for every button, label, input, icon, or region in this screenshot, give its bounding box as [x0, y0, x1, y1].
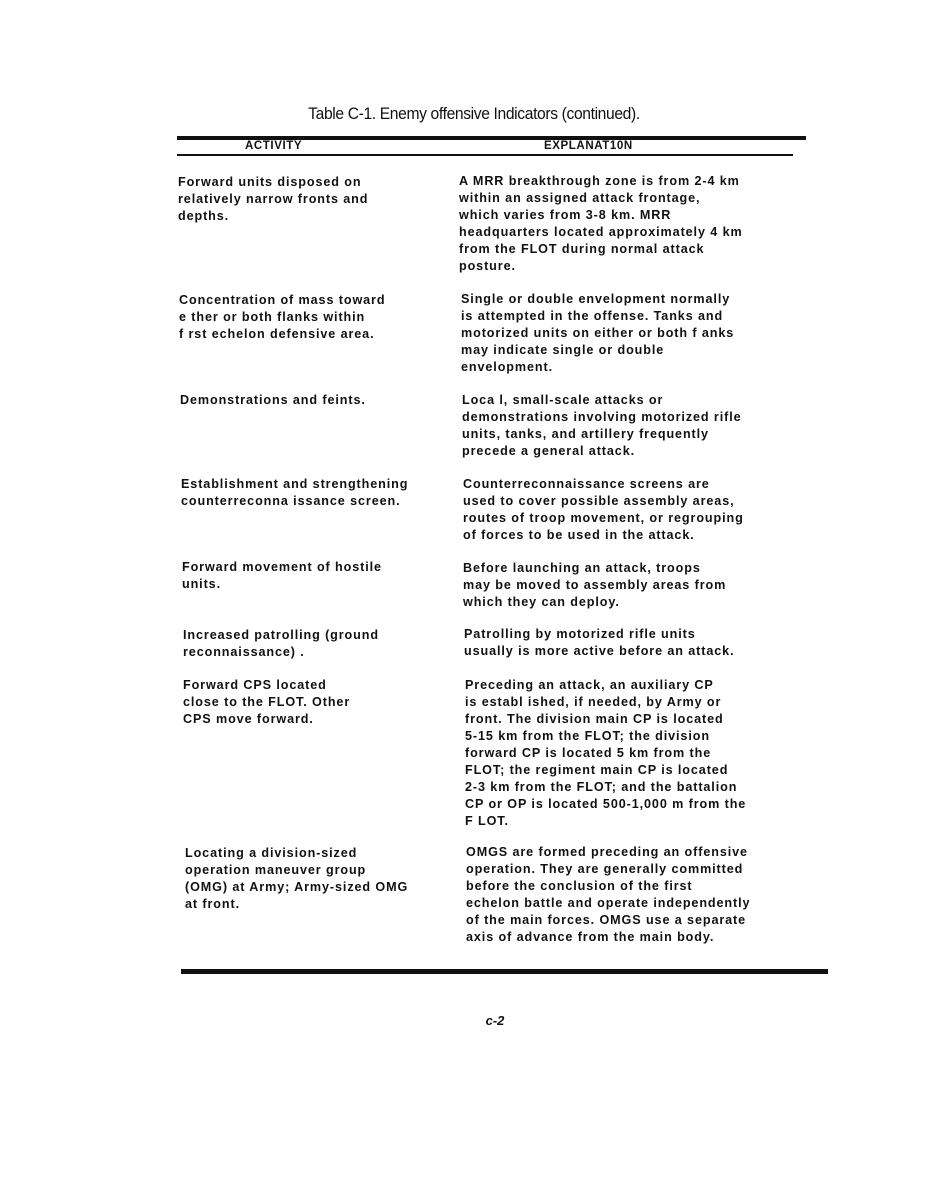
table-title: Table C-1. Enemy offensive Indicators (continued).	[308, 104, 640, 123]
activity-cell: Increased patrolling (ground reconnaissance) .	[183, 628, 379, 659]
explanation-cell: Preceding an attack, an auxiliary CP is establ ished, if needed, by Army or front. The division main CP is located 5-15 km from the FLOT; the division forward CP is located 5 km from the FLOT; the regiment main CP is located 2-3 km from the FLOT; and the battalion CP or OP is located 500-1,000 m from the F LOT.	[465, 678, 747, 828]
activity-cell: Forward units disposed on relatively narrow fronts and depths.	[178, 175, 369, 223]
activity-cell: Forward movement of hostile units.	[182, 560, 382, 591]
column-header-explanation: EXPLANAT10N	[544, 140, 633, 152]
page-number: c-2	[485, 1013, 505, 1028]
activity-cell: Locating a division-sized operation maneuver group (OMG) at Army; Army-sized OMG at front.	[185, 846, 409, 911]
explanation-cell: OMGS are formed preceding an offensive operation. They are generally committed before the conclusion of the first echelon battle and operate independently of the main forces. OMGS use a separate axis of advance from the main body.	[466, 845, 751, 944]
explanation-cell: Before launching an attack, troops may be moved to assembly areas from which they can deploy.	[463, 561, 727, 609]
column-header-activity: ACTIVITY	[245, 140, 303, 152]
explanation-cell: A MRR breakthrough zone is from 2-4 km within an assigned attack frontage, which varies from 3-8 km. MRR headquarters located approximately 4 km from the FLOT during normal attack posture.	[459, 174, 743, 273]
activity-cell: Concentration of mass toward e ther or both flanks within f rst echelon defensive area.	[179, 293, 386, 341]
activity-cell: Forward CPS located close to the FLOT. Other CPS move forward.	[183, 678, 351, 726]
explanation-cell: Single or double envelopment normally is attempted in the offense. Tanks and motorized units on either or both f anks may indicate single or double envelopment.	[461, 292, 735, 374]
explanation-cell: Counterreconnaissance screens are used to cover possible assembly areas, routes of troop movement, or regrouping of forces to be used in the attack.	[463, 477, 744, 542]
explanation-cell: Loca l, small-scale attacks or demonstrations involving motorized rifle units, tanks, and artillery frequently precede a general attack.	[462, 393, 742, 458]
header-rule	[177, 154, 793, 156]
activity-cell: Demonstrations and feints.	[180, 393, 366, 407]
bottom-rule	[181, 969, 828, 974]
explanation-cell: Patrolling by motorized rifle units usually is more active before an attack.	[464, 627, 735, 658]
activity-cell: Establishment and strengthening counterreconna issance screen.	[181, 477, 409, 508]
